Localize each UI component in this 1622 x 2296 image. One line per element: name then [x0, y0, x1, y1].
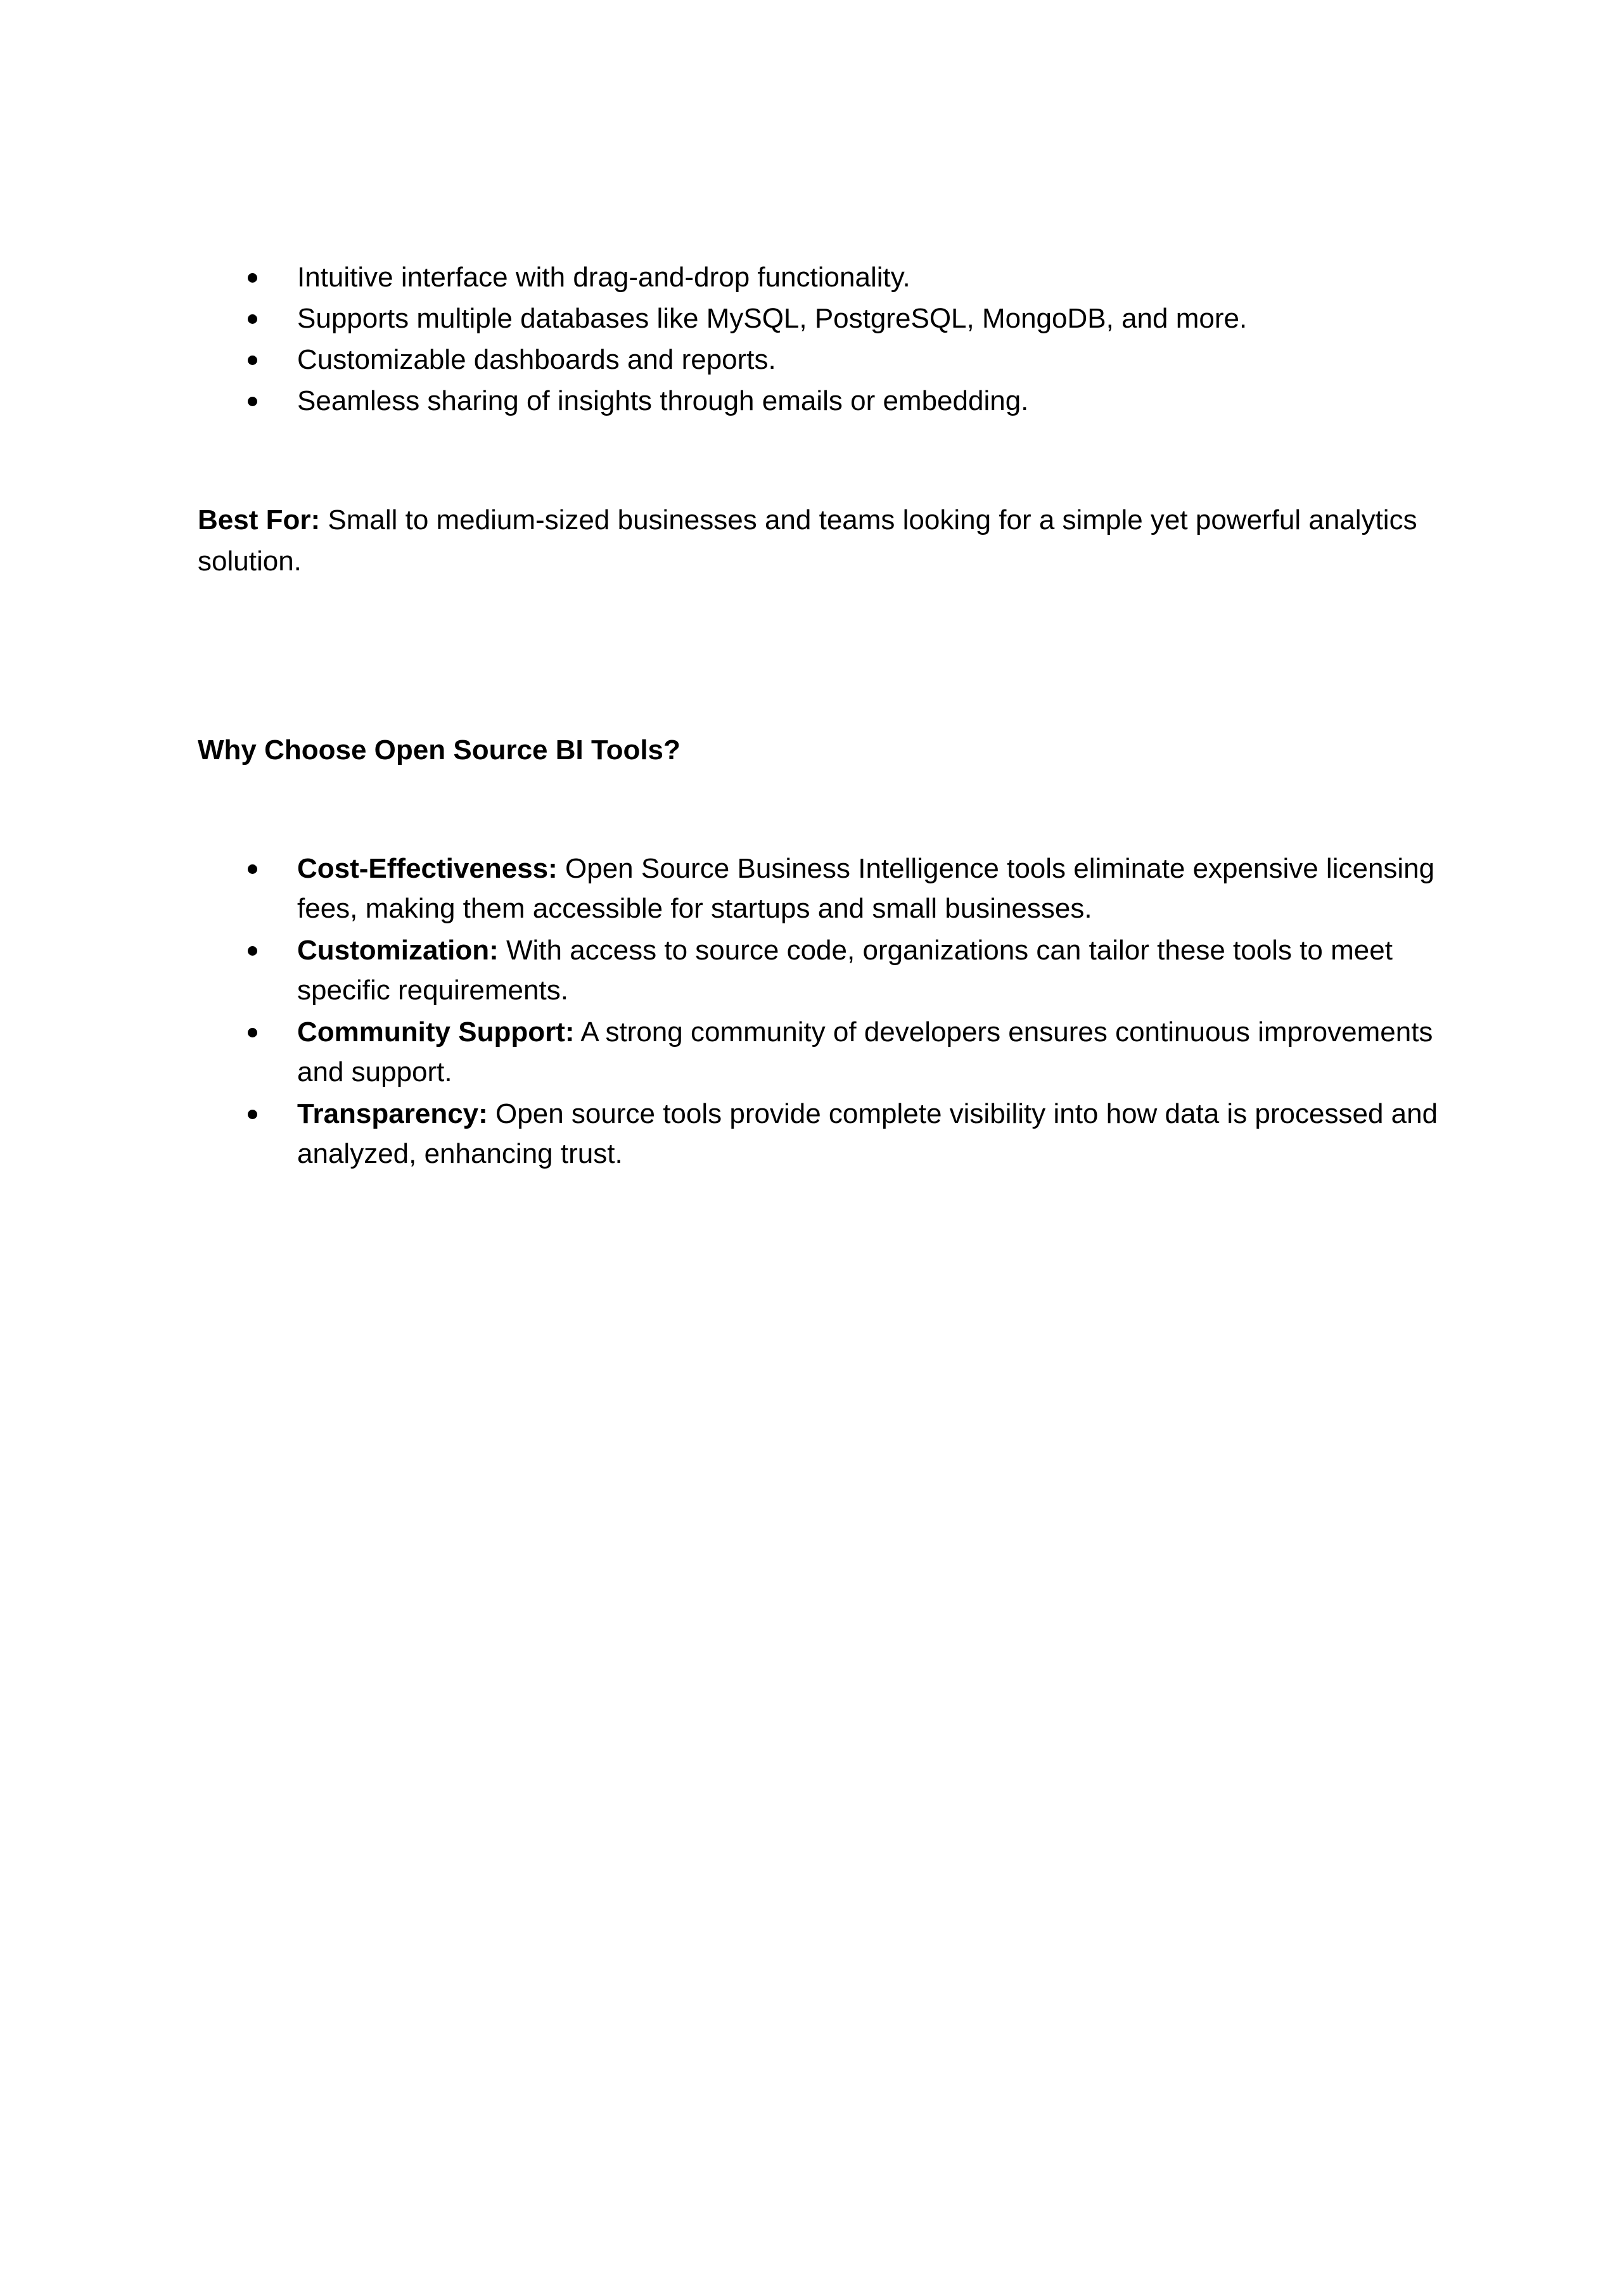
- list-item-text: Customizable dashboards and reports.: [297, 344, 776, 375]
- best-for-text: Small to medium-sized businesses and teams looking for a simple yet powerful analytics solution.: [198, 504, 1417, 577]
- reason-text: With access to source code, organizations can tailor these tools to meet specific requirements.: [297, 935, 1393, 1006]
- reason-label: Cost-Effectiveness:: [297, 853, 558, 884]
- bullet-icon: [248, 1028, 257, 1037]
- reason-text: Open Source Business Intelligence tools eliminate expensive licensing fees, making them accessible for startups and small businesses.: [297, 853, 1435, 924]
- bullet-icon: [248, 356, 257, 365]
- bullet-icon: [248, 397, 257, 406]
- list-item: [198, 1094, 1465, 1174]
- bullet-icon: [248, 864, 257, 874]
- bullet-icon: [248, 314, 257, 324]
- page-content: [198, 257, 1438, 1176]
- list-item: [198, 339, 1433, 380]
- bullet-icon: [248, 273, 257, 283]
- reason-label: Community Support:: [297, 1017, 575, 1048]
- reason-text: Open source tools provide complete visibility into how data is processed and analyzed, enhancing trust.: [297, 1098, 1438, 1169]
- list-item: [198, 930, 1465, 1010]
- list-item: [198, 298, 1433, 339]
- reason-text: A strong community of developers ensures continuous improvements and support.: [297, 1017, 1433, 1087]
- list-item-text: Intuitive interface with drag-and-drop functionality.: [297, 262, 910, 293]
- list-item: [198, 380, 1433, 421]
- bullet-icon: [248, 946, 257, 956]
- reason-label: Transparency:: [297, 1098, 488, 1129]
- bullet-icon: [248, 1110, 257, 1119]
- list-item-text: Seamless sharing of insights through emails or embedding.: [297, 385, 1029, 416]
- best-for-label: Best For:: [198, 504, 321, 536]
- list-item: [198, 257, 1433, 298]
- feature-list: [198, 257, 1433, 421]
- list-item: [198, 1012, 1465, 1092]
- list-item-text: Supports multiple databases like MySQL, PostgreSQL, MongoDB, and more.: [297, 303, 1248, 334]
- section-heading: Why Choose Open Source BI Tools?: [198, 734, 680, 766]
- list-item: [198, 849, 1465, 928]
- best-for-paragraph: [198, 499, 1433, 582]
- reasons-list: [198, 849, 1438, 1174]
- reason-label: Customization:: [297, 935, 499, 966]
